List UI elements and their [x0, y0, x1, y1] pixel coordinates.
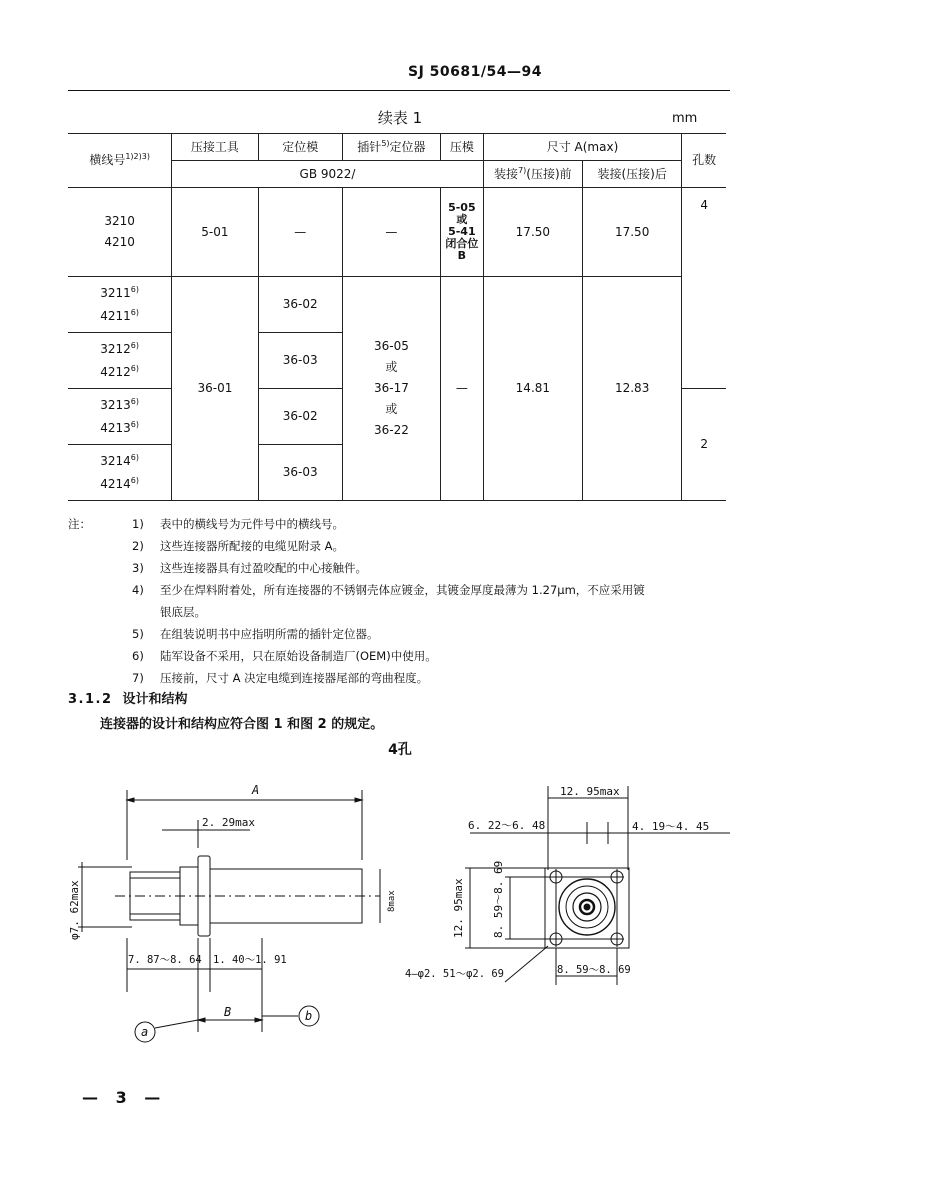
- spec-table: [68, 133, 726, 501]
- section-paragraph: 连接器的设计和结构应符合图 1 和图 2 的规定。: [100, 717, 384, 732]
- header-holes: 孔数: [682, 134, 726, 188]
- label-flange: 2. 29max: [202, 816, 255, 829]
- header-part-number-text: 横线号: [89, 153, 126, 167]
- label-pitch-horizontal: 8. 59～8. 69: [557, 964, 631, 976]
- press-line: B: [457, 249, 467, 263]
- pin-line: 36-05: [373, 339, 409, 353]
- part-number: 4212: [100, 364, 131, 379]
- note-number: 7): [132, 671, 144, 685]
- note-item: [68, 579, 738, 601]
- table-caption: 续表 1: [377, 109, 423, 127]
- cell-part-number: [68, 445, 172, 501]
- cell-part-number: [68, 188, 172, 277]
- label-height: 12. 95max: [452, 878, 465, 938]
- arrow: [198, 1018, 205, 1022]
- note-text: 表中的横线号为元件号中的横线号。: [160, 517, 344, 531]
- press-line: 5-41: [448, 224, 476, 238]
- label-right-dimension: 4. 19～4. 45: [632, 820, 710, 833]
- label-right-diameter: 8max: [387, 890, 397, 912]
- header-dimension: 尺寸 A(max): [483, 134, 682, 161]
- note-item: [68, 557, 738, 579]
- note-item: [68, 513, 738, 535]
- note-text: 至少在焊料附着处，所有连接器的不锈钢壳体应镀金，其镀金厚度最薄为 1.27μm，不应采用镀: [160, 583, 645, 597]
- side-view-labels: [68, 783, 397, 1039]
- part-number: 3214: [100, 453, 131, 468]
- part-number: 3212: [100, 341, 131, 356]
- document-code: SJ 50681/54—94: [408, 64, 542, 80]
- note-item-continued: [68, 601, 738, 623]
- note-number: 1): [132, 517, 144, 531]
- pin-line: 36-22: [373, 423, 409, 437]
- header-rule: [68, 90, 730, 91]
- cell-shared-tool: 36-01: [172, 277, 258, 501]
- pin-line: 36-17: [373, 381, 409, 395]
- header-before-post: (压接)前: [526, 166, 572, 181]
- note-number: 6): [132, 649, 144, 663]
- cell-holes-upper: 4: [682, 188, 726, 389]
- table-row: [68, 188, 726, 277]
- cell-die: 36-03: [258, 445, 342, 501]
- label-holes: 4—φ2. 51～φ2. 69: [405, 968, 505, 980]
- cell-after: 17.50: [583, 188, 682, 277]
- part-number: 3211: [100, 285, 131, 300]
- press-line: 闭合位: [445, 237, 479, 251]
- part-sup: 6): [130, 419, 140, 429]
- header-locator-die: 定位模: [258, 134, 342, 161]
- note-text: 这些连接器具有过盈咬配的中心接触件。: [160, 561, 367, 575]
- section-title: 设计和结构: [122, 692, 188, 707]
- cell-die: 36-02: [258, 389, 342, 445]
- cell-shared-pin: [342, 277, 440, 501]
- part-sup: 6): [130, 363, 140, 373]
- table-header-row: [68, 134, 726, 161]
- cell-pin: —: [342, 188, 440, 277]
- header-pin-pre: 插针: [357, 139, 382, 154]
- label-mid-length: 1. 40～1. 91: [213, 954, 287, 966]
- table-unit: mm: [672, 111, 698, 126]
- part-number: 4213: [100, 420, 131, 435]
- part-sup: 6): [130, 340, 140, 350]
- part-number: 4211: [100, 308, 131, 323]
- header-tool: 压接工具: [172, 134, 258, 161]
- label-left-length: 7. 87～8. 64: [128, 954, 202, 966]
- note-number: 3): [132, 561, 144, 575]
- part-number: 3213: [100, 397, 131, 412]
- note-text: 在组装说明书中应指明所需的插针定位器。: [160, 627, 379, 641]
- header-before-pre: 装接: [494, 166, 519, 181]
- header-after: 装接(压接)后: [583, 161, 682, 188]
- part-number: 4210: [104, 235, 135, 249]
- cell-before: 17.50: [483, 188, 582, 277]
- header-pin-locator: [342, 134, 440, 161]
- header-part-number-sup: 1)2)3): [125, 152, 150, 161]
- cell-part-number: [68, 333, 172, 389]
- note-number: 2): [132, 539, 144, 553]
- pin-line: 或: [385, 360, 398, 374]
- callout-a: a: [141, 1025, 149, 1039]
- connector-drawing: [0, 770, 950, 1070]
- note-text: 压接前，尺寸 A 决定电缆到连接器尾部的弯曲程度。: [160, 671, 429, 685]
- header-part-number: [68, 134, 172, 188]
- label-diameter: φ7. 62max: [68, 880, 81, 940]
- cell-die: 36-02: [258, 277, 342, 333]
- part-sup: 6): [130, 452, 140, 462]
- cell-tool: 5-01: [172, 188, 258, 277]
- header-before: [483, 161, 582, 188]
- note-text: 这些连接器所配接的电缆见附录 A。: [160, 539, 345, 553]
- note-text: 银底层。: [160, 605, 206, 619]
- cell-part-number: [68, 389, 172, 445]
- arrow: [355, 798, 362, 802]
- section-heading: [68, 688, 188, 707]
- cell-shared-after: 12.83: [583, 277, 682, 501]
- part-sup: 6): [130, 396, 140, 406]
- note-number: 4): [132, 583, 144, 597]
- callout-b: b: [305, 1009, 313, 1023]
- center-contact: [584, 904, 590, 910]
- arrow: [127, 798, 134, 802]
- note-item: [68, 535, 738, 557]
- note-text: 陆军设备不采用，只在原始设备制造厂(OEM)中使用。: [160, 649, 437, 663]
- cell-press: [441, 188, 484, 277]
- label-left-dimension: 6. 22～6. 48: [468, 819, 546, 832]
- table-row: [68, 277, 726, 333]
- label-width: 12. 95max: [560, 785, 620, 798]
- note-item: [68, 645, 738, 667]
- header-press-die: 压模: [441, 134, 484, 161]
- header-pin-post: 定位器: [389, 139, 426, 154]
- notes: [68, 513, 738, 689]
- leader-a: [155, 1020, 198, 1028]
- label-a: A: [252, 783, 260, 797]
- page-number: — 3 —: [82, 1088, 167, 1107]
- note-number: 5): [132, 627, 144, 641]
- note-item: [68, 667, 738, 689]
- part-number: 3210: [104, 214, 135, 228]
- cell-shared-press: —: [441, 277, 484, 501]
- section-number: 3.1.2: [68, 692, 113, 707]
- note-item: [68, 623, 738, 645]
- leader-holes: [505, 946, 548, 982]
- cell-holes-lower: 2: [682, 389, 726, 501]
- notes-label: 注：: [68, 517, 91, 531]
- label-pitch-vertical: 8. 59～8. 69: [492, 860, 505, 938]
- cell-shared-before: 14.81: [483, 277, 582, 501]
- arrow: [255, 1018, 262, 1022]
- cell-die: —: [258, 188, 342, 277]
- label-b: B: [224, 1005, 232, 1019]
- part-sup: 6): [130, 284, 140, 294]
- pin-line: 或: [385, 402, 398, 416]
- header-pin-sup: 5): [381, 138, 390, 148]
- header-standard: GB 9022/: [172, 161, 483, 188]
- part-sup: 6): [130, 307, 140, 317]
- cell-part-number: [68, 277, 172, 333]
- figure-caption: 4孔: [388, 742, 412, 758]
- header-before-sup: 7): [518, 165, 527, 175]
- part-number: 4214: [100, 476, 131, 491]
- part-sup: 6): [130, 475, 140, 485]
- cell-die: 36-03: [258, 333, 342, 389]
- press-line: 或: [456, 212, 468, 226]
- press-line: 5-05: [448, 200, 476, 214]
